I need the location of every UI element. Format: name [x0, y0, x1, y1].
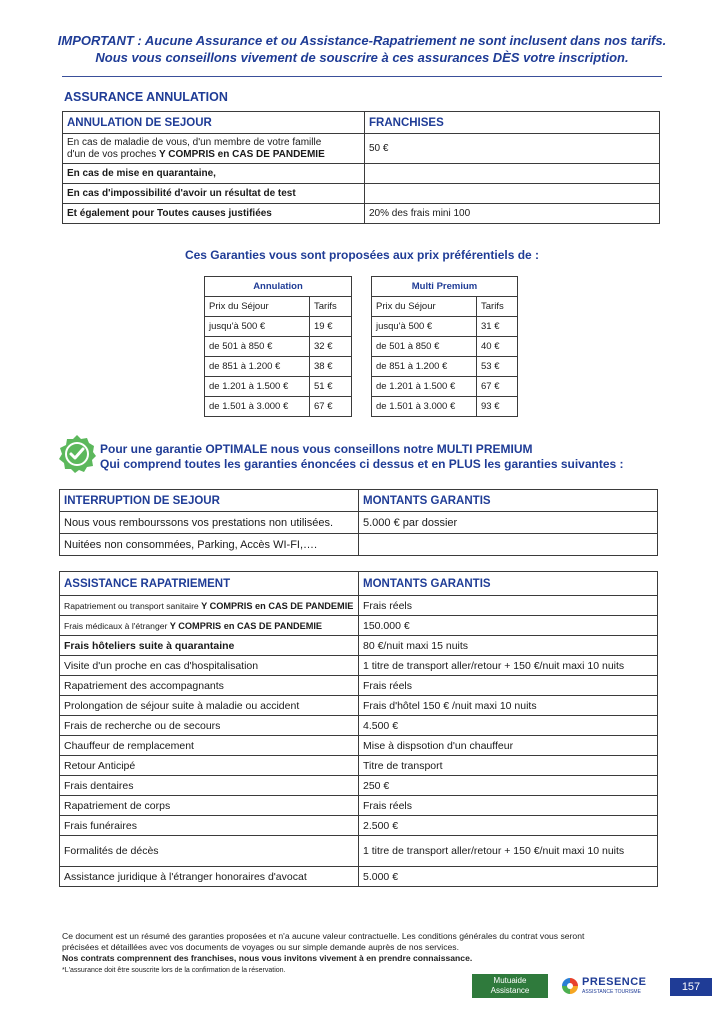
price-value: 32 € [310, 337, 352, 357]
annulation-col-header: ANNULATION DE SEJOUR [63, 112, 365, 134]
price-range: de 851 à 1.200 € [372, 357, 477, 377]
footer-disclaimer-1: Ce document est un résumé des garanties proposées et n'a aucune valeur contractuelle. Les conditions générales du contrat vous seront [62, 931, 585, 941]
multi-premium-price-table [371, 276, 518, 417]
important-line-1: IMPORTANT : Aucune Assurance et ou Assistance-Rapatriement ne sont inclusent dans nos tarifs. [57, 33, 667, 48]
interruption-table [59, 489, 658, 556]
montants-col-header: MONTANTS GARANTIS [359, 572, 658, 596]
assistance-item-label [60, 796, 359, 816]
montant-value: 4.500 € [359, 716, 658, 736]
montant-value: Frais réels [359, 796, 658, 816]
table-row [63, 164, 660, 184]
price-range: jusqu'à 500 € [205, 317, 310, 337]
assistance-item-label [60, 676, 359, 696]
table-row [60, 867, 658, 887]
tarif-col-header: Tarifs [477, 297, 518, 317]
price-table-title: Multi Premium [372, 277, 518, 297]
table-row [60, 776, 658, 796]
annulation-table [62, 111, 660, 224]
price-range: de 1.201 à 1.500 € [372, 377, 477, 397]
table-row [205, 377, 352, 397]
assistance-item-label [60, 776, 359, 796]
table-row [60, 676, 658, 696]
row-text: Assistance juridique à l'étranger honoraires d'avocat [64, 870, 307, 883]
assistance-item-label [60, 656, 359, 676]
certified-badge-icon [58, 434, 96, 474]
row-bold-text: Y COMPRIS en CAS DE PANDEMIE [158, 148, 325, 160]
annulation-row-quarantaine: En cas de mise en quarantaine, [67, 167, 216, 179]
price-range: de 1.201 à 1.500 € [205, 377, 310, 397]
table-row [60, 636, 658, 656]
price-range: jusqu'à 500 € [372, 317, 477, 337]
franchise-value: 20% des frais mini 100 [365, 204, 660, 224]
table-row [60, 616, 658, 636]
table-row [63, 204, 660, 224]
prices-heading: Ces Garanties vous sont proposées aux prix préférentiels de : [184, 248, 540, 262]
price-value: 38 € [310, 357, 352, 377]
table-row [60, 656, 658, 676]
franchises-col-header: FRANCHISES [365, 112, 660, 134]
montant-value: Mise à dispsotion d'un chauffeur [359, 736, 658, 756]
page-number: 157 [670, 978, 712, 996]
row-bold-text: Frais hôteliers suite à quarantaine [64, 639, 235, 652]
footer-franchises-note: Nos contrats comprennent des franchises, nous vous invitons vivement à en prendre connaissance. [62, 953, 473, 963]
montant-value: Frais d'hôtel 150 € /nuit maxi 10 nuits [359, 696, 658, 716]
optimal-line-2: Qui comprend toutes les garanties énoncées ci dessus et en PLUS les garanties suivantes : [100, 457, 624, 471]
presence-tagline: ASSISTANCE TOURISME [582, 989, 641, 995]
assistance-item-label [60, 636, 359, 656]
montant-value: 250 € [359, 776, 658, 796]
row-text: d'un de vos proches [67, 148, 159, 160]
row-bold-text: Y COMPRIS en CAS DE PANDEMIE [201, 600, 354, 611]
price-range: de 1.501 à 3.000 € [205, 397, 310, 417]
assistance-col-header: ASSISTANCE RAPATRIEMENT [60, 572, 359, 596]
assistance-item-label [60, 816, 359, 836]
annulation-price-table [204, 276, 352, 417]
table-row [205, 337, 352, 357]
logo-text: Mutuaide [493, 976, 527, 985]
row-bold-text: Y COMPRIS en CAS DE PANDEMIE [169, 620, 323, 631]
table-row [205, 317, 352, 337]
row-text: Frais médicaux à l'étranger [64, 620, 170, 631]
row-text: Rapatriement des accompagnants [64, 679, 224, 692]
price-value: 19 € [310, 317, 352, 337]
logo-text: Assistance [490, 986, 530, 995]
table-row [60, 836, 658, 867]
presence-logo [560, 975, 660, 997]
price-value: 51 € [310, 377, 352, 397]
assistance-item-label [60, 696, 359, 716]
divider [62, 76, 662, 77]
mutuaide-logo [472, 974, 548, 998]
price-range: de 501 à 850 € [372, 337, 477, 357]
table-row [60, 816, 658, 836]
price-col-header: Prix du Séjour [372, 297, 477, 317]
montant-value: 80 €/nuit maxi 15 nuits [359, 636, 658, 656]
table-row [372, 337, 518, 357]
price-value: 67 € [477, 377, 518, 397]
price-col-header: Prix du Séjour [205, 297, 310, 317]
table-row [60, 596, 658, 616]
table-row [60, 756, 658, 776]
price-range: de 1.501 à 3.000 € [372, 397, 477, 417]
annulation-row-maladie [63, 134, 365, 164]
table-row [372, 397, 518, 417]
table-row [205, 397, 352, 417]
montant-value: 5.000 € [359, 867, 658, 887]
price-range: de 501 à 850 € [205, 337, 310, 357]
assistance-item-label [60, 756, 359, 776]
price-value: 31 € [477, 317, 518, 337]
montant-value: 5.000 € par dossier [359, 512, 658, 534]
montant-value: Frais réels [359, 596, 658, 616]
table-row [63, 184, 660, 204]
optimal-line-1: Pour une garantie OPTIMALE nous vous conseillons notre MULTI PREMIUM [100, 442, 533, 456]
row-text: Formalités de décès [64, 845, 159, 857]
row-text: Frais funéraires [64, 819, 137, 832]
table-row [205, 357, 352, 377]
assistance-item-label [60, 716, 359, 736]
assistance-item-label [60, 867, 359, 887]
row-text: Rapatriement de corps [64, 799, 171, 812]
table-row [60, 534, 658, 556]
table-row [60, 512, 658, 534]
table-row [63, 134, 660, 164]
interruption-row-nuitees: Nuitées non consommées, Parking, Accès WI-FI,…. [60, 534, 359, 556]
tarif-col-header: Tarifs [310, 297, 352, 317]
row-text: Frais dentaires [64, 779, 134, 792]
table-row [60, 716, 658, 736]
assistance-table [59, 571, 658, 887]
assistance-item-label [60, 596, 359, 616]
row-text: Visite d'un proche en cas d'hospitalisation [64, 659, 259, 672]
montant-value: 2.500 € [359, 816, 658, 836]
assistance-item-label [60, 616, 359, 636]
presence-wordmark: PRESENCE [582, 976, 647, 988]
row-text: Rapatriement ou transport sanitaire [64, 600, 202, 611]
table-row [60, 736, 658, 756]
assistance-item-label [60, 836, 359, 867]
montants-col-header: MONTANTS GARANTIS [359, 490, 658, 512]
row-text: Retour Anticipé [64, 759, 136, 772]
row-text: Chauffeur de remplacement [64, 739, 194, 752]
table-row [60, 796, 658, 816]
row-text: En cas de maladie de vous, d'un membre de votre famille [67, 136, 322, 148]
footer-subscription-note: *L'assurance doit être souscrite lors de la confirmation de la réservation. [62, 967, 286, 974]
montant-value: Titre de transport [359, 756, 658, 776]
table-row [60, 696, 658, 716]
montant-value: 150.000 € [359, 616, 658, 636]
price-value: 93 € [477, 397, 518, 417]
footer-disclaimer-2: précisées et détaillées avec vos documents de voyages ou sur simple demande auprès de nos services. [62, 942, 459, 952]
price-value: 67 € [310, 397, 352, 417]
price-value: 53 € [477, 357, 518, 377]
montant-value: 1 titre de transport aller/retour + 150 €/nuit maxi 10 nuits [359, 836, 658, 867]
montant-value: Frais réels [359, 676, 658, 696]
table-row [372, 377, 518, 397]
annulation-row-causes: Et également pour Toutes causes justifiées [67, 207, 272, 219]
row-text: Prolongation de séjour suite à maladie ou accident [64, 699, 300, 712]
row-text: Frais de recherche ou de secours [64, 719, 221, 732]
interruption-col-header: INTERRUPTION DE SEJOUR [60, 490, 359, 512]
section-title-annulation: ASSURANCE ANNULATION [64, 90, 228, 104]
important-line-2: Nous vous conseillons vivement de souscrire à ces assurances DÈS votre inscription. [95, 50, 629, 65]
price-value: 40 € [477, 337, 518, 357]
montant-value: 1 titre de transport aller/retour + 150 €/nuit maxi 10 nuits [359, 656, 658, 676]
annulation-row-test: En cas d'impossibilité d'avoir un résultat de test [67, 187, 296, 199]
price-table-title: Annulation [205, 277, 352, 297]
interruption-row-prestations: Nous vous rembourssons vos prestations non utilisées. [60, 512, 359, 534]
table-row [372, 357, 518, 377]
table-row [372, 317, 518, 337]
presence-logo-icon [560, 976, 580, 996]
franchise-value: 50 € [365, 134, 660, 164]
price-range: de 851 à 1.200 € [205, 357, 310, 377]
assistance-item-label [60, 736, 359, 756]
